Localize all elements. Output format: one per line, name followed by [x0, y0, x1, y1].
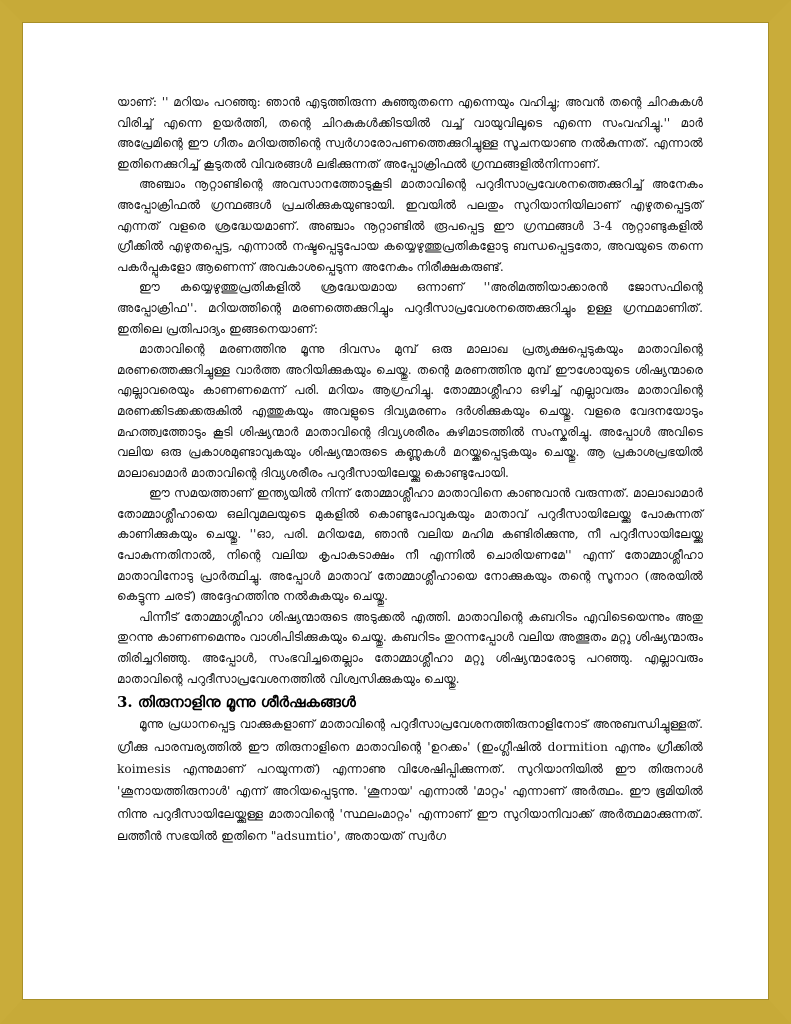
- paragraph: യാണ്: '' മറിയം പറഞ്ഞു: ഞാൻ എടുത്തിരുന്ന കുഞ്ഞുതന്നെ എന്നെയും വഹിച്ചു; അവൻ തന്റെ ചിറകുകൾ വിരിച്ച് എന്നെ ഉയർത്തി, തന്റെ ചിറകുകൾക്കിടയിൽ വച്ച് വായുവിലൂടെ എന്നെ സംവഹിച്ചു.'' മാർ അപ്രേമിന്റെ ഈ ഗീതം മറിയത്തിന്റെ സ്വർഗാരോപണത്തെക്കുറിച്ചുള്ള സൂചനയാണു നൽകുന്നത്. എന്നാൽ ഇതിനെക്കുറിച്ച് കൂടുതൽ വിവരങ്ങൾ ലഭിക്കുന്നത് അപ്പോക്രിഫൽ ഗ്രന്ഥങ്ങളിൽനിന്നാണ്.: [117, 95, 703, 171]
- paragraph: പിന്നീട് തോമ്മാശ്ലീഹാ ശിഷ്യന്മാരുടെ അടുക്കൽ എത്തി. മാതാവിന്റെ കബറിടം എവിടെയെന്നും അതു തുറന്നു കാണണമെന്നും വാശിപിടിക്കുകയും ചെയ്തു. കബറിടം തുറന്നപ്പോൾ വലിയ അത്ഭുതം മറ്റു ശിഷ്യന്മാരും തിരിച്ചറിഞ്ഞു. അപ്പോൾ, സംഭവിച്ചതെല്ലാം തോമ്മാശ്ലീഹാ മറ്റു ശിഷ്യന്മാരോടു പറഞ്ഞു. എല്ലാവരും മാതാവിന്റെ പറുദീസാപ്രവേശനത്തിൽ വിശ്വസിക്കുകയും ചെയ്തു.: [117, 609, 703, 686]
- paragraph: ഈ സമയത്താണ് ഇന്ത്യയിൽ നിന്ന് തോമ്മാശ്ലീഹാ മാതാവിനെ കാണുവാൻ വരുന്നത്. മാലാഖാമാർ തോമ്മാശ്ലീഹായെ ഒലിവുമലയുടെ മുകളിൽ കൊണ്ടുപോവുകയും മാതാവ് പറുദീസായിലേയ്ക്കു പോകുന്നത് കാണിക്കുകയും ചെയ്തു. ''ഓ, പരി. മറിയമേ, ഞാൻ വലിയ മഹിമ കണ്ടിരിക്കുന്നു, നീ പറുദീസായിലേയ്ക്കു പോകുന്നതിനാൽ, നിന്റെ വലിയ കൃപാകടാക്ഷം നീ എന്നിൽ ചൊരിയണമേ'' എന്ന് തോമ്മാശ്ലീഹാ മാതാവിനോടു പ്രാർത്ഥിച്ചു. അപ്പോൾ മാതാവ് തോമ്മാശ്ലീഹായെ നോക്കുകയും തന്റെ സൂനാറ (അരയിൽ കെട്ടുന്ന ചരട്) അദ്ദേഹത്തിനു നൽകുകയും ചെയ്തു.: [117, 486, 703, 604]
- paragraph: മാതാവിന്റെ മരണത്തിനു മൂന്നു ദിവസം മുമ്പ് ഒരു മാലാഖ പ്രത്യക്ഷപ്പെടുകയും മാതാവിന്റെ മരണത്തെക്കുറിച്ചുള്ള വാർത്ത അറിയിക്കുകയും ചെയ്തു. തന്റെ മരണത്തിനു മുമ്പ് ഈശോയുടെ ശിഷ്യന്മാരെ എല്ലാവരെയും കാണണമെന്ന് പരി. മറിയം ആഗ്രഹിച്ചു. തോമ്മാശ്ലീഹാ ഒഴിച്ച് എല്ലാവരും മാതാവിന്റെ മരണക്കിടക്കക്കരുകിൽ എത്തുകയും അവളുടെ ദിവ്യമരണം ദർശിക്കുകയും ചെയ്തു. വളരെ വേദനയോടും മഹത്ത്വത്തോടും കൂടി ശിഷ്യന്മാർ മാതാവിന്റെ ദിവ്യശരീരം കുഴിമാടത്തിൽ സംസ്കരിച്ചു. അപ്പോൾ അവിടെ വലിയ ഒരു പ്രകാശമുണ്ടാവുകയും ശിഷ്യന്മാരുടെ കണ്ണുകൾ മറയ്ക്കപ്പെടുകയും ചെയ്തു. ആ പ്രകാശപ്രഭയിൽ മാലാഖാമാർ മാതാവിന്റെ ദിവ്യശരീരം പറുദീസായിലേയ്ക്കു കൊണ്ടുപോയി.: [117, 342, 703, 480]
- paragraph: ഈ കയ്യെഴുത്തുപ്രതികളിൽ ശ്രദ്ധേയമായ ഒന്നാണ് ''അരിമത്തിയാക്കാരൻ ജോസഫിന്റെ അപ്പോക്രിഫ''. മറിയത്തിന്റെ മരണത്തെക്കുറിച്ചും പറുദീസാപ്രവേശനത്തെക്കുറിച്ചും ഉള്ള ഗ്രന്ഥമാണിത്. ഇതിലെ പ്രതിപാദ്യം ഇങ്ങനെയാണ്:: [117, 280, 703, 336]
- document-body: [117, 92, 703, 848]
- paragraph: അഞ്ചാം നൂറ്റാണ്ടിന്റെ അവസാനത്തോടുകൂടി മാതാവിന്റെ പറുദീസാപ്രവേശനത്തെക്കുറിച്ച് അനേകം അപ്പോക്രിഫൽ ഗ്രന്ഥങ്ങൾ പ്രചരിക്കുകയുണ്ടായി. ഇവയിൽ പലതും സുറിയാനിയിലാണ് എഴുതപ്പെട്ടത് എന്നത് വളരെ ശ്രദ്ധേയമാണ്. അഞ്ചാം നൂറ്റാണ്ടിൽ രൂപപ്പെട്ട ഈ ഗ്രന്ഥങ്ങൾ 3-4 നൂറ്റാണ്ടുകളിൽ ഗ്രീക്കിൽ എഴുതപ്പെട്ട, എന്നാൽ നഷ്ടപ്പെട്ടുപോയ കയ്യെഴുത്തുപ്രതികളോടു ബന്ധപ്പെട്ടതോ, അവയുടെ തന്നെ പകർപ്പുകളോ ആണെന്ന് അവകാശപ്പെടുന്ന അനേകം നിരീക്ഷകരുണ്ട്.: [117, 177, 703, 274]
- paragraph: മൂന്നു പ്രധാനപ്പെട്ട വാക്കുകളാണ് മാതാവിന്റെ പറുദീസാപ്രവേശനത്തിരുനാളിനോട് അനുബന്ധിച്ചുള്ളത്. ഗ്രീക്കു പാരമ്പര്യത്തിൽ ഈ തിരുനാളിനെ മാതാവിന്റെ 'ഉറക്കം' (ഇംഗ്ലീഷിൽ dormition എന്നും ഗ്രീക്കിൽ koimesis എന്നുമാണ് പറയുന്നത്) എന്നാണു വിശേഷിപ്പിക്കുന്നത്. സുറിയാനിയിൽ ഈ തിരുനാൾ 'ശൂനായത്തിരുനാൾ' എന്ന് അറിയപ്പെടുന്നു. 'ശൂനായ' എന്നാൽ 'മാറ്റം' എന്നാണ് അർത്ഥം. ഈ ഭൂമിയിൽ നിന്നു പറുദീസായിലേയ്ക്കുള്ള മാതാവിന്റെ 'സ്ഥലംമാറ്റം' എന്നാണ് ഈ സുറിയാനിവാക്ക് അർത്ഥമാക്കുന്നത്. ലത്തീൻ സഭയിൽ ഇതിനെ "adsumtio', അതായത് സ്വർഗ: [117, 717, 703, 844]
- section-heading: 3. തിരുനാളിനു മൂന്നു ശീർഷകങ്ങൾ: [117, 693, 356, 712]
